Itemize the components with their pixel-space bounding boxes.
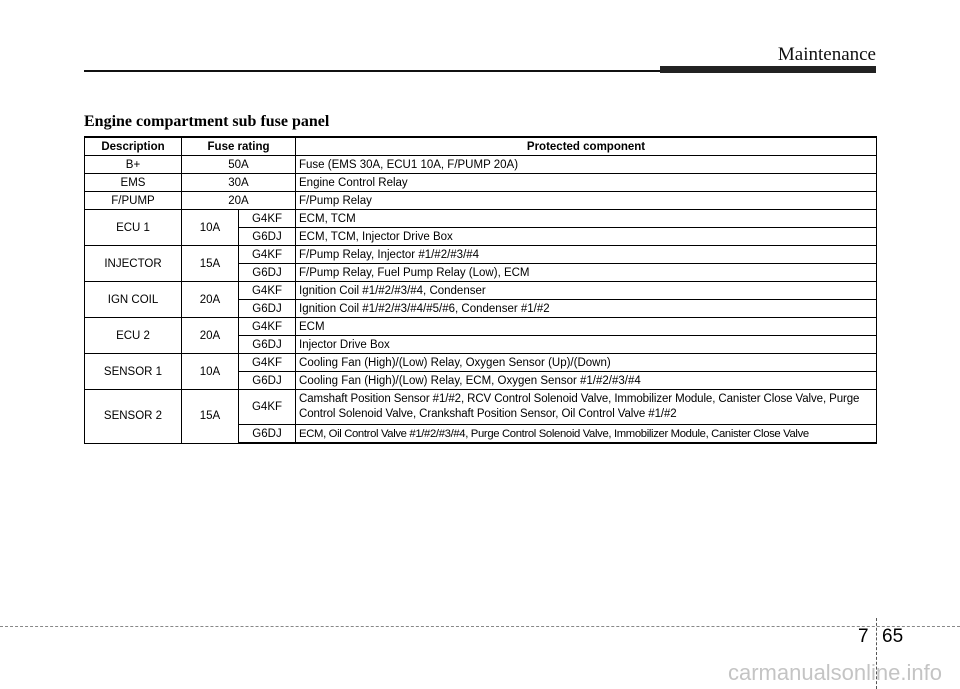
header-fuse-rating: Fuse rating	[182, 137, 296, 156]
cell-description: IGN COIL	[85, 282, 182, 318]
cell-rating: 30A	[182, 174, 296, 192]
cell-engine-code: G4KF	[239, 210, 296, 228]
table-row	[85, 174, 877, 192]
cell-description: EMS	[85, 174, 182, 192]
cell-component: ECM, TCM, Injector Drive Box	[296, 228, 877, 246]
cell-engine-code: G6DJ	[239, 336, 296, 354]
header-description: Description	[85, 137, 182, 156]
table-row	[85, 192, 877, 210]
fuse-table	[84, 136, 877, 444]
cell-component: Ignition Coil #1/#2/#3/#4, Condenser	[296, 282, 877, 300]
cell-component: Ignition Coil #1/#2/#3/#4/#5/#6, Condenser #1/#2	[296, 300, 877, 318]
header-protected-component: Protected component	[296, 137, 877, 156]
header-rule-thick	[660, 66, 876, 73]
cell-rating: 10A	[182, 354, 239, 390]
cell-component: Injector Drive Box	[296, 336, 877, 354]
table-row	[85, 210, 877, 228]
cell-rating: 15A	[182, 390, 239, 444]
cell-rating: 20A	[182, 318, 239, 354]
cell-description: SENSOR 1	[85, 354, 182, 390]
cell-engine-code: G6DJ	[239, 264, 296, 282]
table-row	[85, 354, 877, 372]
table-row	[85, 156, 877, 174]
cell-component: F/Pump Relay	[296, 192, 877, 210]
header-rule-thin	[84, 70, 660, 72]
table-row	[85, 390, 877, 425]
cell-description: ECU 2	[85, 318, 182, 354]
cell-engine-code: G6DJ	[239, 372, 296, 390]
cell-component: Cooling Fan (High)/(Low) Relay, ECM, Oxygen Sensor #1/#2/#3/#4	[296, 372, 877, 390]
cell-rating: 20A	[182, 282, 239, 318]
cell-rating: 50A	[182, 156, 296, 174]
cell-rating: 20A	[182, 192, 296, 210]
cell-component: ECM, TCM	[296, 210, 877, 228]
cell-description: B+	[85, 156, 182, 174]
cell-description: F/PUMP	[85, 192, 182, 210]
cell-engine-code: G4KF	[239, 318, 296, 336]
cell-component: Fuse (EMS 30A, ECU1 10A, F/PUMP 20A)	[296, 156, 877, 174]
cell-component: ECM	[296, 318, 877, 336]
cell-rating: 15A	[182, 246, 239, 282]
table-row	[85, 318, 877, 336]
cell-engine-code: G4KF	[239, 354, 296, 372]
panel-title: Engine compartment sub fuse panel	[84, 113, 330, 130]
cell-engine-code: G4KF	[239, 246, 296, 264]
cell-engine-code: G6DJ	[239, 228, 296, 246]
cell-engine-code: G4KF	[239, 390, 296, 425]
cell-component: F/Pump Relay, Fuel Pump Relay (Low), ECM	[296, 264, 877, 282]
chapter-number: 7	[858, 626, 869, 647]
cell-description: SENSOR 2	[85, 390, 182, 444]
cell-engine-code: G4KF	[239, 282, 296, 300]
page-number: 65	[882, 626, 904, 647]
footer-rule	[0, 626, 960, 627]
cell-component: Cooling Fan (High)/(Low) Relay, Oxygen Sensor (Up)/(Down)	[296, 354, 877, 372]
cell-description: INJECTOR	[85, 246, 182, 282]
cell-description: ECU 1	[85, 210, 182, 246]
cell-rating: 10A	[182, 210, 239, 246]
cell-component: Camshaft Position Sensor #1/#2, RCV Control Solenoid Valve, Immobilizer Module, Canister Close Valve, Purge Control Solenoid Valve, Crankshaft Position Sensor, Oil Control Valve #1/#2	[296, 390, 877, 425]
table-header-row	[85, 137, 877, 156]
cell-engine-code: G6DJ	[239, 425, 296, 444]
table-row	[85, 282, 877, 300]
watermark: carmanualsonline.info	[727, 660, 942, 685]
cell-component: F/Pump Relay, Injector #1/#2/#3/#4	[296, 246, 877, 264]
table-row	[85, 246, 877, 264]
section-header: Maintenance	[777, 44, 876, 65]
cell-component: ECM, Oil Control Valve #1/#2/#3/#4, Purge Control Solenoid Valve, Immobilizer Module, Canister Close Valve	[296, 425, 877, 444]
cell-engine-code: G6DJ	[239, 300, 296, 318]
cell-component: Engine Control Relay	[296, 174, 877, 192]
